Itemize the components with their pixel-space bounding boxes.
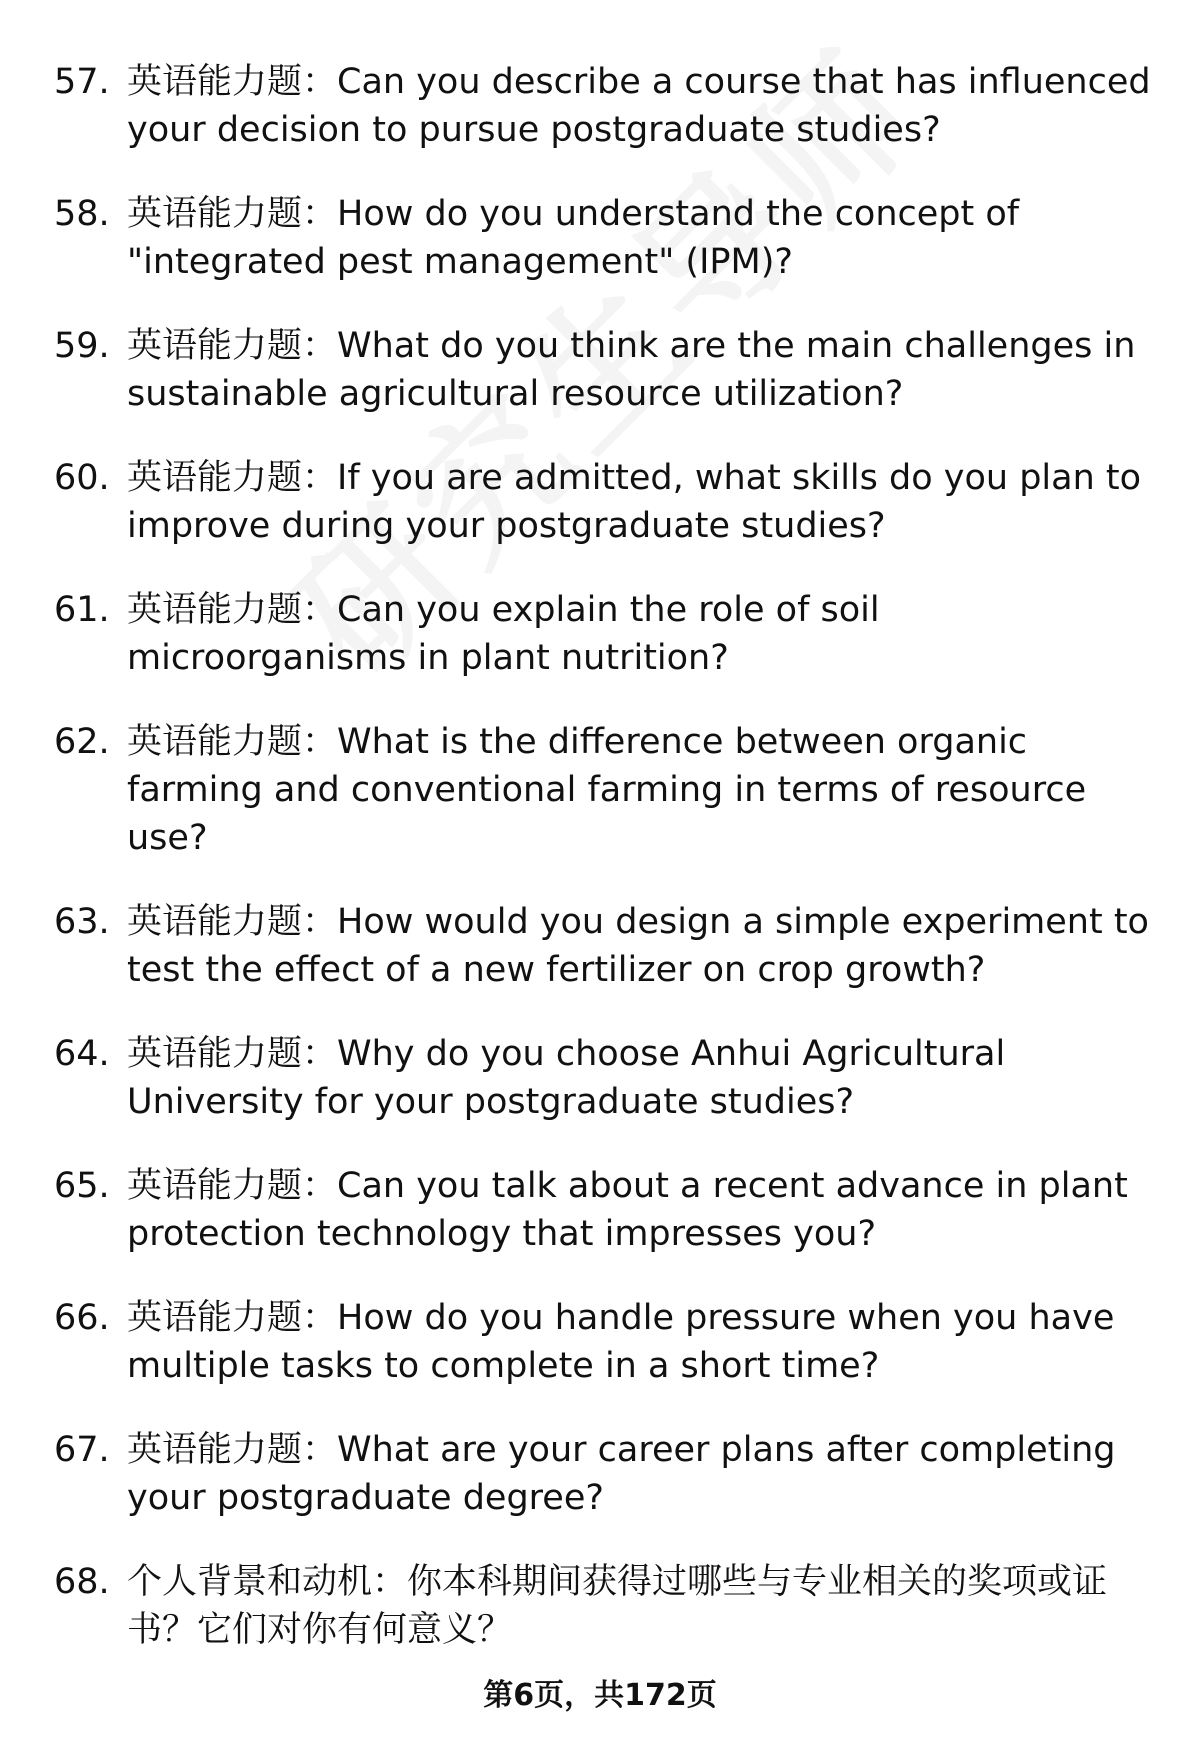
question-text: Can you explain the role of soil microorganisms in plant nutrition? bbox=[127, 590, 880, 678]
question-item bbox=[54, 190, 1174, 286]
question-category: 英语能力题： bbox=[127, 1298, 338, 1338]
question-number: 63. bbox=[54, 902, 110, 942]
question-number: 62. bbox=[54, 722, 110, 762]
question-number: 61. bbox=[54, 590, 110, 630]
question-item bbox=[54, 586, 1174, 682]
question-text: What is the difference between organic farming and conventional farming in terms of resource use? bbox=[127, 722, 1087, 858]
question-body bbox=[127, 1030, 1167, 1126]
question-category: 英语能力题： bbox=[127, 1034, 338, 1074]
question-category: 英语能力题： bbox=[127, 722, 338, 762]
question-item bbox=[54, 1294, 1174, 1390]
question-number: 64. bbox=[54, 1034, 110, 1074]
question-body bbox=[127, 1426, 1167, 1522]
question-item bbox=[54, 1426, 1174, 1522]
question-category: 英语能力题： bbox=[127, 326, 338, 366]
question-item bbox=[54, 1162, 1174, 1258]
question-number: 67. bbox=[54, 1430, 110, 1470]
question-text: If you are admitted, what skills do you plan to improve during your postgraduate studies? bbox=[127, 458, 1142, 546]
question-category: 英语能力题： bbox=[127, 194, 338, 234]
question-category: 个人背景和动机： bbox=[127, 1562, 408, 1602]
question-text: How do you understand the concept of "integrated pest management" (IPM)? bbox=[127, 194, 1020, 282]
question-item bbox=[54, 1030, 1174, 1126]
question-item bbox=[54, 1558, 1174, 1654]
question-list bbox=[54, 58, 1174, 1690]
page-footer: 第6页，共172页 bbox=[483, 1678, 717, 1713]
question-text: 你本科期间获得过哪些与专业相关的奖项或证书？它们对你有何意义？ bbox=[127, 1562, 1108, 1650]
question-body bbox=[127, 718, 1167, 862]
question-item bbox=[54, 58, 1174, 154]
question-category: 英语能力题： bbox=[127, 1430, 338, 1470]
question-category: 英语能力题： bbox=[127, 62, 338, 102]
question-body bbox=[127, 322, 1167, 418]
question-category: 英语能力题： bbox=[127, 902, 338, 942]
question-body bbox=[127, 454, 1167, 550]
question-text: What are your career plans after completing your postgraduate degree? bbox=[127, 1430, 1116, 1518]
question-body bbox=[127, 898, 1167, 994]
question-number: 66. bbox=[54, 1298, 110, 1338]
question-number: 59. bbox=[54, 326, 110, 366]
question-body bbox=[127, 58, 1167, 154]
question-body bbox=[127, 1294, 1167, 1390]
question-item bbox=[54, 898, 1174, 994]
question-category: 英语能力题： bbox=[127, 590, 338, 630]
question-body bbox=[127, 1162, 1167, 1258]
question-text: How would you design a simple experiment to test the effect of a new fertilizer on crop growth? bbox=[127, 902, 1149, 990]
question-text: Can you talk about a recent advance in plant protection technology that impresses you? bbox=[127, 1166, 1128, 1254]
question-category: 英语能力题： bbox=[127, 1166, 338, 1206]
question-number: 68. bbox=[54, 1562, 110, 1602]
question-item bbox=[54, 718, 1174, 862]
question-text: How do you handle pressure when you have multiple tasks to complete in a short time? bbox=[127, 1298, 1115, 1386]
question-number: 58. bbox=[54, 194, 110, 234]
question-item bbox=[54, 322, 1174, 418]
question-body bbox=[127, 190, 1167, 286]
question-number: 57. bbox=[54, 62, 110, 102]
question-text: Can you describe a course that has influenced your decision to pursue postgraduate studies? bbox=[127, 62, 1151, 150]
question-number: 65. bbox=[54, 1166, 110, 1206]
question-body bbox=[127, 586, 1167, 682]
question-category: 英语能力题： bbox=[127, 458, 338, 498]
question-number: 60. bbox=[54, 458, 110, 498]
question-text: Why do you choose Anhui Agricultural University for your postgraduate studies? bbox=[127, 1034, 1006, 1122]
question-item bbox=[54, 454, 1174, 550]
question-text: What do you think are the main challenges in sustainable agricultural resource utilization? bbox=[127, 326, 1136, 414]
question-body bbox=[127, 1558, 1167, 1654]
